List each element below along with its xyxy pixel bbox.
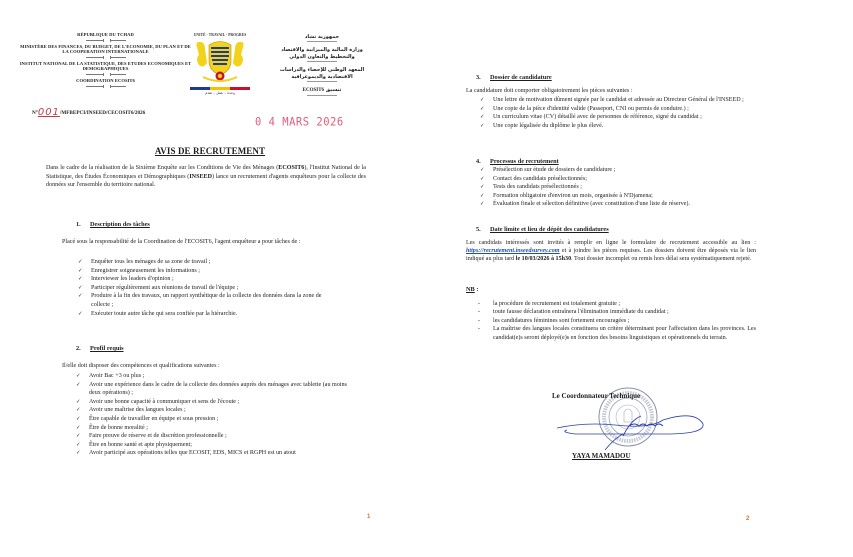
check-icon: ✓ bbox=[76, 407, 81, 414]
list-item-text: Présélection sur étude de dossiers de candidature ; bbox=[493, 167, 616, 173]
recruitment-link[interactable]: https://recrutement.inseedsurvey.com bbox=[466, 248, 560, 255]
deadline-text-2: et à joindre les pièces requises. Les dossiers doivent être déposés via le lien indiqué au plus tard bbox=[466, 248, 756, 263]
intro-paragraph bbox=[46, 164, 366, 190]
header-separator bbox=[307, 81, 337, 85]
section-5-heading bbox=[476, 226, 609, 233]
list-item-text: Produire à la fin des travaux, un rapport synthétique de la collecte des données dans la zone de collecte ; bbox=[91, 293, 322, 308]
list-item bbox=[476, 300, 756, 308]
coordination-ar-word: تنسيق bbox=[325, 87, 342, 94]
section-4-list bbox=[480, 166, 780, 209]
coordination-label: COORDINATION ECOSIT6 bbox=[76, 77, 135, 83]
section-title: Processus de recrutement bbox=[490, 158, 559, 165]
signatory-name: YAYA MAMADOU bbox=[572, 452, 631, 460]
list-item bbox=[76, 449, 360, 458]
list-item-text: Être de bonne moralité ; bbox=[89, 424, 148, 431]
handwritten-signature-icon bbox=[555, 410, 705, 450]
list-item bbox=[78, 275, 340, 284]
deadline-text-3: . Tout dossier incomplet ou remis hors délai sera systématiquement rejeté. bbox=[571, 256, 752, 263]
section-1-lead: Placé sous la responsabilité de la Coordination de l'ECOSIT6, l'agent enquêteur a pour tâches de : bbox=[62, 239, 301, 245]
check-icon: ✓ bbox=[480, 167, 485, 173]
document-page-2 bbox=[430, 0, 853, 557]
list-item bbox=[76, 406, 360, 415]
list-item bbox=[78, 258, 340, 267]
header-separator bbox=[307, 61, 337, 65]
list-item-text: Avoir une maîtrise des langues locales ; bbox=[89, 407, 186, 414]
list-item-text: Une lettre de motivation dûment signée par le candidat et adressée au Directeur Général de l'INSEED ; bbox=[493, 97, 744, 103]
intro-text-3: ) lance un recrutement d'agents enquêteurs pour la collecte des données sur l'ensemble du territoire national. bbox=[46, 173, 366, 189]
list-item-text: la procédure de recrutement est totalement gratuite ; bbox=[493, 301, 621, 307]
list-item-text: Tests des candidats présélectionnés ; bbox=[493, 184, 582, 191]
list-item bbox=[78, 292, 340, 309]
section-title: Profil requis bbox=[90, 345, 124, 352]
section-1-list bbox=[78, 258, 340, 318]
motto-arabic: وحدة – عمل – تقدم bbox=[205, 91, 235, 95]
section-number: 3. bbox=[476, 74, 481, 81]
list-item-text: Exécuter toute autre tâche qui sera confiée par la hiérarchie. bbox=[91, 310, 238, 317]
list-item-text: Interviewer les leaders d'opinion ; bbox=[91, 276, 174, 283]
dash-bullet: - bbox=[478, 317, 481, 324]
check-icon: ✓ bbox=[480, 201, 485, 208]
list-item-text: Formation obligatoire d'environ un mois, organisée à N'Djamena; bbox=[493, 192, 653, 199]
deadline-text-1: Les candidats intéressés sont invités à remplir en ligne le formulaire de recrutement accessible au lien : bbox=[466, 240, 756, 246]
list-item bbox=[76, 381, 360, 398]
coordination-code: ECOSIT6 bbox=[302, 88, 325, 94]
date-stamp: 0 4 MARS 2026 bbox=[255, 115, 344, 129]
list-item bbox=[76, 432, 360, 441]
list-item-text: Être capable de travailler en équipe et sous pression ; bbox=[89, 415, 219, 422]
section-number: 2. bbox=[76, 345, 81, 352]
check-icon: ✓ bbox=[76, 450, 81, 457]
section-2-lead: Il/elle doit disposer des compétences et qualifications suivantes : bbox=[62, 363, 220, 369]
header-separator bbox=[86, 56, 126, 59]
document-title: AVIS DE RECRUTEMENT bbox=[154, 146, 266, 156]
republic-label: RÉPUBLIQUE DU TCHAD bbox=[77, 32, 134, 37]
list-item bbox=[480, 113, 770, 122]
list-item-text: Avoir Bac +3 ou plus ; bbox=[89, 373, 145, 379]
list-item-text: Avoir une bonne capacité à communiquer et sens de l'écoute ; bbox=[89, 398, 240, 405]
check-icon: ✓ bbox=[78, 267, 83, 274]
list-item-text: Contact des candidats présélectionnés; bbox=[493, 175, 587, 182]
check-icon: ✓ bbox=[78, 259, 83, 265]
section-3-heading bbox=[476, 74, 552, 81]
list-item-text: Évaluation finale et sélection définitive (avec constitution d'une liste de réserve). bbox=[493, 201, 690, 208]
section-number: 5. bbox=[476, 226, 481, 233]
section-number: 1. bbox=[76, 221, 81, 228]
check-icon: ✓ bbox=[480, 97, 485, 103]
check-icon: ✓ bbox=[76, 433, 81, 440]
list-item-text: Faire preuve de réserve et de discrétion professionnelle ; bbox=[89, 433, 227, 440]
section-number: 4. bbox=[476, 158, 481, 165]
intro-bold-inseed: INSEED bbox=[189, 173, 213, 180]
list-item bbox=[480, 105, 770, 114]
list-item bbox=[476, 308, 756, 316]
list-item-text: toute fausse déclaration entraînera l'élimination immédiate du candidat ; bbox=[493, 309, 669, 316]
ministry-label: MINISTÈRE DES FINANCES, DU BUDGET, DE L'ECONOMIE, DU PLAN ET DE LA COOPERATION INTERNATIONALE bbox=[20, 43, 191, 55]
list-item bbox=[78, 284, 340, 293]
list-item bbox=[78, 267, 340, 276]
list-item-text: Un curriculum vitae (CV) détaillé avec de personnes de référence, signé du candidat ; bbox=[493, 114, 702, 121]
list-item-text: Une copie de la pièce d'identité valide (Passeport, CNI ou permis de conduire.) ; bbox=[493, 105, 689, 112]
section-1-heading bbox=[76, 221, 150, 228]
section-title: Description des tâches bbox=[90, 221, 150, 228]
list-item bbox=[476, 325, 756, 342]
check-icon: ✓ bbox=[76, 373, 81, 379]
list-item-text: Enquêter tous les ménages de sa zone de travail ; bbox=[91, 259, 211, 265]
coat-of-arms bbox=[185, 33, 255, 105]
institute-arabic: المعهد الوطني للإحصاء والدراسات الاقتصادية والديموغرافية bbox=[279, 67, 365, 80]
list-item-text: Être en bonne santé et apte physiquement; bbox=[89, 441, 192, 448]
republic-arabic: جمهورية تشاد bbox=[304, 34, 340, 40]
section-5-paragraph bbox=[466, 239, 756, 264]
intro-text-2: ), l'Institut National de la Statistique, des Études Économiques et Démographiques ( bbox=[46, 165, 366, 180]
motto-label: UNITÉ - TRAVAIL - PROGRES bbox=[193, 33, 247, 37]
page-number: 2 bbox=[746, 516, 750, 522]
nb-list bbox=[476, 300, 756, 342]
dash-bullet: - bbox=[478, 326, 481, 333]
list-item bbox=[480, 166, 780, 175]
list-item-text: Une copie légalisée du diplôme le plus élevé. bbox=[493, 122, 604, 129]
list-item-text: les candidatures féminines sont fortement encouragées ; bbox=[493, 317, 630, 324]
ref-suffix: /MFBEPCI/INSEED/CECOSIT6/2026 bbox=[59, 110, 146, 116]
nb-heading bbox=[466, 286, 478, 293]
list-item bbox=[476, 317, 756, 325]
check-icon: ✓ bbox=[480, 114, 485, 121]
list-item bbox=[480, 96, 770, 105]
header-separator bbox=[86, 85, 126, 88]
ref-prefix: N° bbox=[32, 110, 38, 116]
section-4-heading bbox=[476, 158, 559, 165]
check-icon: ✓ bbox=[78, 284, 83, 291]
check-icon: ✓ bbox=[76, 415, 81, 422]
institute-label: INSTITUT NATIONAL DE LA STATISTIQUE, DES ETUDES ECONOMIQUES ET DEMOGRAPHIQUES bbox=[19, 60, 192, 72]
check-icon: ✓ bbox=[78, 293, 83, 300]
dash-bullet: - bbox=[478, 309, 481, 316]
list-item-text: Enregistrer soigneusement les informations ; bbox=[91, 267, 200, 274]
check-icon: ✓ bbox=[480, 175, 485, 182]
list-item bbox=[76, 441, 360, 450]
list-item bbox=[76, 398, 360, 407]
intro-bold-ecosit6: ECOSIT6 bbox=[278, 165, 305, 171]
dash-bullet: - bbox=[478, 301, 481, 307]
list-item-text: La maîtrise des langues locales constituera un critère déterminant pour l'affectation dans les provinces. Les candidat(e)s seront déployé(e)s en fonction des besoins linguistiques et opérationnels du terrain. bbox=[493, 326, 756, 341]
intro-text-1: Dans le cadre de la réalisation de la Sixième Enquête sur les Conditions de Vie des Ménages ( bbox=[46, 165, 279, 171]
section-title: Dossier de candidature bbox=[490, 74, 552, 81]
deadline-date: le 10/03/2026 à 15h30 bbox=[515, 256, 572, 263]
list-item bbox=[76, 372, 360, 381]
section-2-heading bbox=[76, 345, 124, 352]
nb-colon: : bbox=[474, 286, 479, 293]
check-icon: ✓ bbox=[480, 192, 485, 199]
check-icon: ✓ bbox=[480, 184, 485, 191]
check-icon: ✓ bbox=[76, 398, 81, 405]
reference-number bbox=[32, 107, 145, 118]
list-item bbox=[78, 310, 340, 319]
list-item bbox=[480, 200, 780, 209]
section-title: Date limite et lieu de dépôt des candidatures bbox=[490, 226, 609, 233]
document-page-1 bbox=[0, 0, 420, 557]
flag-stripe bbox=[190, 87, 250, 90]
ministry-arabic: وزارة المالية والميزانية والاقتصاد والتخطيط والتعاون الدولي bbox=[281, 47, 363, 60]
section-3-lead: La candidature doit comporter obligatoirement les pièces suivantes : bbox=[466, 88, 633, 94]
section-2-list bbox=[76, 372, 360, 458]
header-left bbox=[18, 32, 193, 90]
header-separator bbox=[86, 39, 126, 42]
list-item bbox=[76, 415, 360, 424]
list-item bbox=[480, 175, 780, 184]
list-item bbox=[480, 183, 780, 192]
list-item-text: Avoir une expérience dans le cadre de la collecte des données auprès des ménages avec tablette (au moins deux opérations) ; bbox=[89, 381, 347, 397]
ref-number-handwritten: 001 bbox=[37, 107, 60, 118]
list-item bbox=[480, 122, 770, 131]
list-item-text: Participer régulièrement aux réunions de travail de l'équipe ; bbox=[91, 284, 239, 291]
check-icon: ✓ bbox=[480, 105, 485, 112]
signatory-title: Le Coordonnateur Technique bbox=[552, 392, 641, 400]
coordination-arabic bbox=[272, 87, 372, 94]
check-icon: ✓ bbox=[76, 424, 81, 431]
coat-of-arms-icon bbox=[193, 39, 247, 85]
check-icon: ✓ bbox=[78, 276, 83, 283]
check-icon: ✓ bbox=[76, 381, 81, 388]
list-item-text: Avoir participé aux opérations telles que ECOSIT, EDS, MICS et RGPH est un atout bbox=[89, 450, 296, 457]
page-number: 1 bbox=[367, 514, 371, 520]
check-icon: ✓ bbox=[76, 441, 81, 448]
check-icon: ✓ bbox=[480, 122, 485, 129]
nb-label: NB bbox=[466, 286, 475, 293]
list-item bbox=[76, 424, 360, 433]
header-separator bbox=[86, 73, 126, 76]
header-separator bbox=[307, 95, 337, 99]
check-icon: ✓ bbox=[78, 310, 83, 317]
section-3-list bbox=[480, 96, 770, 130]
header-right-arabic bbox=[272, 34, 372, 101]
list-item bbox=[480, 192, 780, 201]
header-separator bbox=[307, 41, 337, 45]
